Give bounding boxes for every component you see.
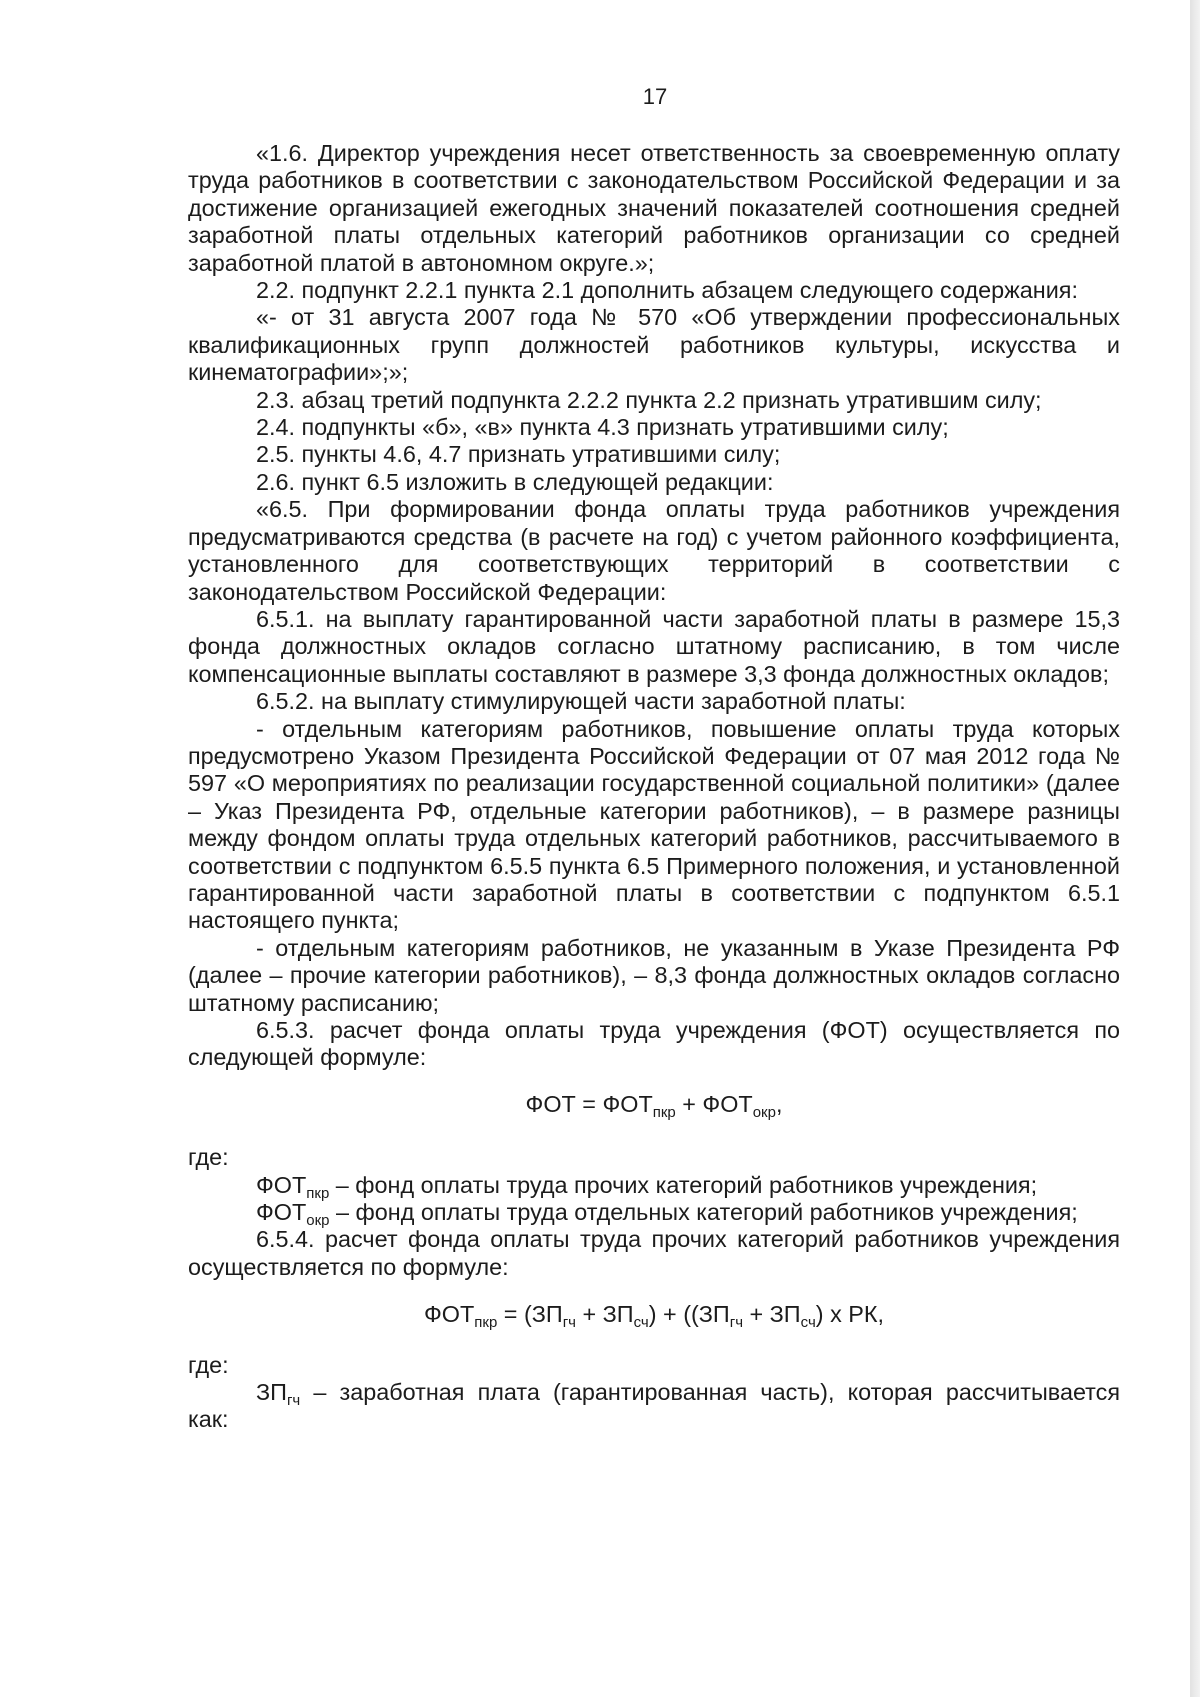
formula-subscript: сч — [633, 1314, 649, 1332]
paragraph-2-5: 2.5. пункты 4.6, 4.7 признать утратившими силу; — [256, 441, 781, 468]
formula-subscript: гч — [729, 1314, 744, 1332]
paragraph-6-5-2-item-1: - отдельным категориям работников, повышение оплаты труда которых предусмотрено Указом Президента Российской Федерации от 07 мая 2012 года № 597 «О мероприятиях по реализации государственной социальной политики» (далее – Указ Президента РФ, отдельные категории работников), – в размере разницы между фондом оплаты труда отдельных категорий работников, рассчитываемого в соответствии с подпунктом 6.5.5 пункта 6.5 Примерного положения, и установленной гарантированной части заработной платы в соответствии с подпунктом 6.5.1 настоящего пункта; — [188, 715, 1120, 934]
definition-text: – фонд оплаты труда прочих категорий работников учреждения; — [329, 1171, 1038, 1198]
formula-text: + ЗП — [575, 1301, 634, 1328]
definition-subscript: гч — [286, 1392, 301, 1410]
formula-text: ) + ((ЗП — [648, 1301, 730, 1328]
paragraph-2-2-quote: «- от 31 августа 2007 года № 570 «Об утверждении профессиональных квалификационных групп должностей работников культуры, искусства и кинематографии»;»; — [188, 304, 1120, 386]
page-number: 17 — [642, 84, 668, 109]
document-body — [188, 140, 1120, 1434]
formula-text: ФОТ = ФОТ — [525, 1090, 653, 1117]
formula-subscript: пкр — [474, 1314, 498, 1332]
definition-zp-gch — [188, 1379, 1120, 1434]
paragraph-6-5-2-item-2: - отдельным категориям работников, не указанным в Указе Президента РФ (далее – прочие категории работников), – 8,3 фонда должностных окладов согласно штатному расписанию; — [188, 934, 1120, 1016]
formula-subscript: гч — [562, 1314, 576, 1332]
formula-text: + ФОТ — [675, 1090, 753, 1117]
formula-subscript: пкр — [652, 1103, 676, 1121]
formula-fot — [188, 1090, 1120, 1121]
paragraph-6-5-4: 6.5.4. расчет фонда оплаты труда прочих категорий работников учреждения осуществляется по формуле: — [188, 1226, 1120, 1280]
paragraph-6-5-3: 6.5.3. расчет фонда оплаты труда учреждения (ФОТ) осуществляется по следующей формуле: — [188, 1017, 1120, 1071]
definition-text: – заработная плата (гарантированная часть), которая рассчитывается как: — [188, 1379, 1120, 1433]
definition-term: ФОТ — [256, 1171, 307, 1198]
formula-text: , — [775, 1090, 783, 1117]
formula-subscript: сч — [800, 1314, 816, 1332]
paragraph-6-5: «6.5. При формировании фонда оплаты труда работников учреждения предусматриваются средства (в расчете на год) с учетом районного коэффициента, установленного для соответствующих территорий в соответствии с законодательством Российской Федерации: — [188, 496, 1120, 605]
definition-term: ЗП — [256, 1379, 287, 1406]
formula-fot-pkr — [188, 1301, 1120, 1332]
definition-term: ФОТ — [256, 1199, 307, 1226]
where-label: где: — [188, 1351, 229, 1378]
paragraph-6-5-2: 6.5.2. на выплату стимулирующей части заработной платы: — [256, 688, 906, 715]
where-label: где: — [188, 1144, 229, 1171]
paragraph-2-4: 2.4. подпункты «б», «в» пункта 4.3 признать утратившими силу; — [256, 414, 949, 441]
paragraph-6-5-1: 6.5.1. на выплату гарантированной части заработной платы в размере 15,3 фонда должностных окладов согласно штатному расписанию, в том числе компенсационные выплаты составляют в размере 3,3 фонда должностных окладов; — [188, 605, 1120, 687]
paragraph-1-6: «1.6. Директор учреждения несет ответственность за своевременную оплату труда работников в соответствии с законодательством Российской Федерации и за достижение организацией ежегодных значений показателей соотношения средней заработной платы отдельных категорий работников организации со средней заработной платой в автономном округе.»; — [188, 140, 1120, 276]
definition-subscript: пкр — [306, 1184, 330, 1202]
definition-subscript: окр — [306, 1212, 330, 1230]
definition-fot-pkr — [188, 1171, 1120, 1202]
paragraph-2-3: 2.3. абзац третий подпункта 2.2.2 пункта 2.2 признать утратившим силу; — [256, 386, 1042, 413]
formula-text: ФОТ — [424, 1301, 475, 1328]
paragraph-2-2: 2.2. подпункт 2.2.1 пункта 2.1 дополнить абзацем следующего содержания: — [256, 277, 1078, 304]
formula-subscript: окр — [752, 1103, 776, 1121]
page-edge-shadow — [1190, 0, 1200, 1697]
definition-text: – фонд оплаты труда отдельных категорий работников учреждения; — [329, 1199, 1078, 1226]
formula-text: + ЗП — [743, 1301, 801, 1328]
paragraph-2-6: 2.6. пункт 6.5 изложить в следующей редакции: — [256, 468, 774, 495]
formula-text: ) х РК, — [815, 1301, 884, 1328]
formula-text: = (ЗП — [497, 1301, 563, 1328]
definition-fot-okr — [188, 1199, 1120, 1230]
